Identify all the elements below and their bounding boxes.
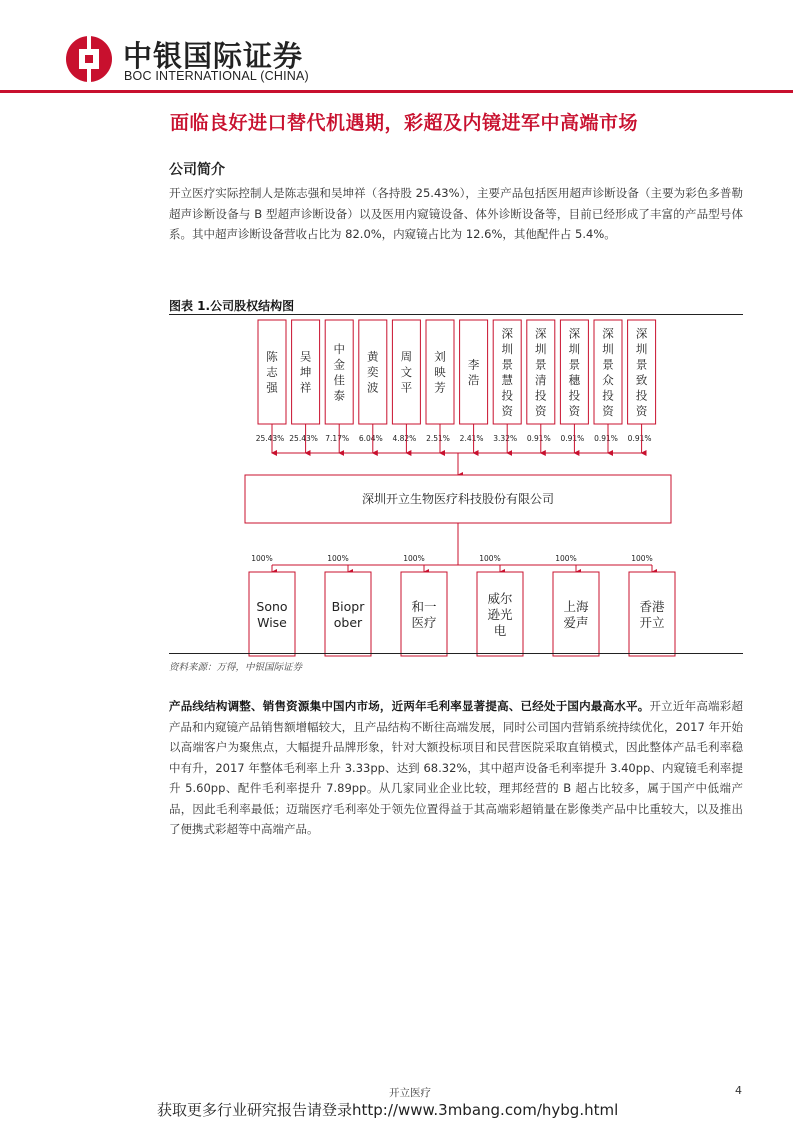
subsidiary-name-line: 电 [493, 623, 507, 638]
shareholder-pct: 4.82% [392, 434, 417, 443]
intro-paragraph: 开立医疗实际控制人是陈志强和吴坤祥（各持股 25.43%），主要产品包括医用超声诊断设备（主要为彩色多普勒超声诊断设备与 B 型超声诊断设备）以及医用内窥镜设备、体外诊断设备等，目前已经形成了丰富的产品型号体系。其中超声诊断设备营收占比为 82.0%，内窥镜占比为 12.6%，其他配件占 5.4%。 [169, 186, 743, 241]
shareholder-pct: 25.43% [255, 434, 285, 443]
subsidiary-box [325, 572, 371, 656]
subsidiary-name-line: ober [333, 615, 363, 630]
shareholder-name-char: 圳 [602, 341, 614, 356]
shareholder-name-char: 祥 [299, 380, 312, 395]
shareholder-name-char: 平 [400, 380, 413, 395]
subsidiary-pct: 100% [555, 554, 577, 563]
figure-source: 资料来源：万得，中银国际证券 [169, 662, 303, 673]
brand-name-cn: 中银国际证券 [123, 39, 304, 73]
shareholder-name-char: 泰 [333, 388, 345, 403]
shareholder-name-char: 景 [501, 357, 513, 372]
shareholder-name-char: 投 [602, 388, 614, 403]
shareholder-name-char: 资 [501, 403, 513, 418]
shareholder-name-char: 投 [501, 388, 513, 403]
shareholder-name-char: 佳 [333, 372, 345, 387]
shareholder-name-char: 波 [367, 380, 379, 395]
shareholder-name-char: 众 [602, 372, 614, 387]
figure-bottom-rule [169, 653, 743, 654]
subsidiary-name-line: 开立 [639, 615, 665, 630]
shareholder-name-char: 强 [266, 380, 278, 395]
shareholder-name-char: 圳 [501, 341, 513, 356]
shareholder-pct: 0.91% [594, 434, 618, 443]
shareholder-name-char: 投 [535, 388, 547, 403]
shareholder-name-char: 资 [635, 403, 648, 418]
brand-name-en: BOC INTERNATIONAL (CHINA) [124, 69, 309, 83]
analysis-lead: 产品线结构调整、销售资源集中国内市场，近两年毛利率显著提高、已经处于国内最高水平。 [169, 699, 650, 713]
shareholder-name-char: 圳 [535, 341, 547, 356]
subsidiary-box [629, 572, 675, 656]
subsidiary-name-line: Wise [257, 615, 287, 630]
subsidiary-name-line: 香港 [639, 599, 665, 614]
shareholder-pct: 2.41% [459, 434, 484, 443]
shareholder-name-char: 慧 [501, 372, 513, 387]
shareholder-name-char: 志 [266, 365, 278, 379]
shareholder-name-char: 深 [635, 326, 648, 341]
shareholder-name-char: 陈 [266, 349, 278, 364]
subsidiary-name-line: 和一 [411, 599, 437, 614]
shareholder-name-char: 深 [535, 326, 547, 341]
shareholder-name-char: 深 [568, 326, 581, 341]
shareholder-name-char: 圳 [568, 341, 581, 356]
shareholder-name-char: 黄 [367, 349, 379, 364]
subsidiary-pct: 100% [479, 554, 501, 563]
shareholder-name-char: 投 [568, 388, 581, 403]
analysis-paragraph [169, 696, 743, 840]
shareholder-name-char: 深 [501, 326, 513, 341]
shareholder-pct: 25.43% [289, 434, 318, 443]
shareholder-name-char: 坤 [299, 365, 312, 379]
page-headline: 面临良好进口替代机遇期，彩超及内镜进军中高端市场 [170, 112, 639, 134]
subsidiary-name-line: Sono [256, 599, 288, 614]
shareholder-name-char: 致 [635, 372, 648, 387]
subsidiary-name-line: 爱声 [563, 615, 589, 630]
shareholder-name-char: 吴 [299, 349, 312, 364]
shareholder-name-char: 刘 [434, 349, 446, 364]
subsidiary-pct: 100% [631, 554, 653, 563]
shareholder-name-char: 浩 [467, 372, 480, 387]
shareholder-pct: 6.04% [358, 434, 383, 443]
shareholder-name-char: 金 [333, 357, 345, 372]
subsidiary-box [401, 572, 447, 656]
shareholder-pct: 0.91% [560, 434, 585, 443]
shareholder-name-char: 中 [333, 341, 345, 356]
subsidiary-pct: 100% [327, 554, 349, 563]
subsidiary-name-line: 威尔 [487, 591, 513, 606]
shareholder-name-char: 圳 [635, 341, 648, 356]
analysis-body: 开立近年高端彩超产品和内窥镜产品销售额增幅较大，且产品结构不断往高端发展，同时公司国内营销系统持续优化，2017 年开始以高端客户为聚焦点，大幅提升品牌形象，针对大额投标项目和民营医院采取直销模式，因此整体产品毛利率稳中有升，2017 年整体毛利率上升 3.33pp、达到 68.32%，其中超声设备毛利率提升 3.40pp、内窥镜毛利率提升 5.60pp、配件毛利率提升 7.89pp。从几家同业企业比较，理邦经营的 B 超占比较多，属于国产中低端产品，因此毛利率最低；迈瑞医疗毛利率处于领先位置得益于其高端彩超销量在影像类产品中比重较大，以及推出了便携式彩超等中高端产品。 [169, 699, 743, 836]
subsidiary-box [249, 572, 295, 656]
subsidiary-name-line: 医疗 [411, 615, 437, 630]
subsidiary-name-line: 上海 [563, 599, 589, 614]
subsidiary-name-line: Biopr [331, 599, 365, 614]
shareholder-name-char: 资 [568, 403, 581, 418]
shareholder-name-char: 李 [467, 357, 480, 372]
company-name: 深圳开立生物医疗科技股份有限公司 [361, 492, 555, 506]
section-title: 公司简介 [169, 162, 225, 178]
shareholder-name-char: 景 [602, 357, 614, 372]
shareholder-pct: 0.91% [627, 434, 652, 443]
shareholder-name-char: 周 [400, 349, 413, 364]
shareholder-name-char: 清 [535, 372, 547, 387]
shareholder-name-char: 映 [434, 365, 446, 379]
shareholder-name-char: 穗 [568, 372, 581, 387]
shareholder-name-char: 景 [568, 357, 581, 372]
footer-company: 开立医疗 [389, 1087, 431, 1099]
shareholder-name-char: 文 [400, 365, 413, 379]
subsidiary-box [553, 572, 599, 656]
shareholder-name-char: 奕 [367, 365, 379, 379]
shareholder-pct: 0.91% [526, 434, 551, 443]
download-link[interactable]: 获取更多行业研究报告请登录http://www.3mbang.com/hybg.html [157, 1101, 619, 1119]
shareholder-name-char: 芳 [434, 380, 446, 395]
shareholder-name-char: 投 [635, 388, 648, 403]
shareholder-name-char: 景 [635, 357, 648, 372]
shareholder-name-char: 景 [535, 357, 547, 372]
shareholder-name-char: 深 [602, 326, 614, 341]
subsidiary-name-line: 逊光 [487, 607, 513, 622]
figure-title: 图表 1.公司股权结构图 [169, 299, 295, 313]
shareholder-name-char: 资 [602, 403, 614, 418]
shareholder-pct: 3.32% [493, 434, 518, 443]
shareholder-pct: 7.17% [325, 434, 350, 443]
shareholder-pct: 2.51% [426, 434, 450, 443]
subsidiary-pct: 100% [403, 554, 425, 563]
subsidiary-pct: 100% [251, 554, 273, 563]
page-number: 4 [735, 1084, 742, 1097]
shareholder-name-char: 资 [535, 403, 547, 418]
